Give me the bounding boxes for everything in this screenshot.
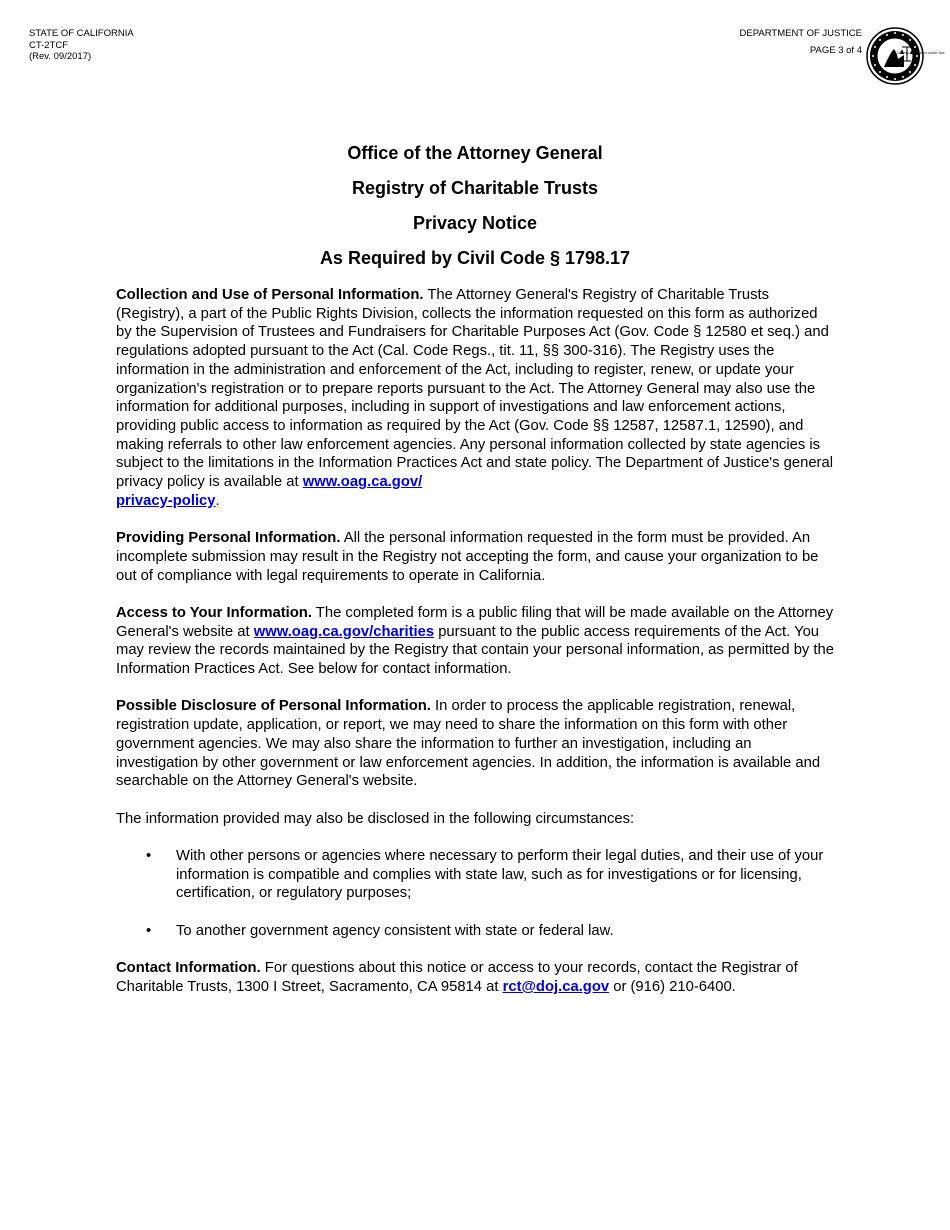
circumstances-list — [116, 847, 836, 941]
department-seal-icon — [866, 27, 945, 85]
disclosure-text: In order to process the applicable registration, renewal, registration update, application, or report, we may need to share the information on this form with other government agencies. We may also share the information to further an investigation, including an investigation by other government or law enforcement agencies. In addition, the information is available and searchable on the Attorney General's website. — [116, 698, 821, 790]
list-item: • To another government agency consistent with state or federal law. — [146, 922, 614, 939]
title-privacy-notice: Privacy Notice — [412, 213, 538, 233]
contact-paragraph — [116, 959, 836, 996]
bullet-icon: • — [146, 922, 152, 939]
seal-motto: Liberty and justice under law — [897, 51, 945, 55]
access-paragraph — [116, 604, 836, 679]
form-header-left — [29, 28, 134, 63]
collection-text: The Attorney General's Registry of Charitable Trusts (Registry), a part of the Public Rights Division, collects the information requested on this form as authorized by the Supervision of Trustees and Fundraisers for Charitable Purposes Act (Gov. Code § 12580 et seq.) and regulations adopted pursuant to the Act (Cal. Code Regs., tit. 11, §§ 300-316). The Registry uses the information in the administration and enforcement of the Act, including to register, renew, or update your organization's registration or to prepare reports pursuant to the Act. The Attorney General may also use the information for additional purposes, including in support of investigations and law enforcement actions, providing public access to information as required by the Act (Gov. Code §§ 12587, 12587.1, 12590), and making referrals to other law enforcement agencies. Any personal information collected by state agencies is subject to the limitations in the Information Practices Act and state policy. The Department of Justice's general privacy policy is available at — [116, 287, 833, 491]
access-text-before: The completed form is a public filing that will be made available on the Attorney General's website at — [116, 604, 834, 640]
bullet-icon: • — [146, 848, 152, 865]
notice-body — [116, 286, 836, 1015]
disclosure-paragraph — [116, 697, 836, 791]
state-label: STATE OF CALIFORNIA — [29, 28, 134, 39]
charities-link[interactable]: www.oag.ca.gov/charities — [253, 623, 435, 640]
collection-heading: Collection and Use of Personal Information. — [116, 287, 424, 303]
access-text-after: pursuant to the public access requirements of the Act. You may review the records maintained by the Registry that contain your personal information, as permitted by the Information Practices Act. See below for contact information. — [116, 623, 835, 678]
email-link[interactable]: rct@doj.ca.gov — [502, 978, 610, 995]
title-office: Office of the Attorney General — [347, 143, 603, 163]
collection-tail: . — [215, 492, 220, 509]
collection-paragraph — [116, 286, 836, 510]
document-titles — [0, 143, 950, 283]
contact-heading: Contact Information. — [116, 960, 261, 977]
contact-text-before: For questions about this notice or access to your records, contact the Registrar of Charitable Trusts, 1300 I Street, Sacramento, CA 95814 at — [116, 960, 798, 995]
providing-text: All the personal information requested in the form must be provided. An incomplete submission may result in the Registry not accepting the form, and cause your organization to be out of compliance with legal requirements to operate in California. — [116, 530, 819, 584]
providing-heading: Providing Personal Information. — [116, 530, 341, 547]
form-header-right — [740, 28, 862, 56]
circumstances-intro: The information provided may also be disclosed in the following circumstances: — [116, 810, 635, 827]
revision-date: (Rev. 09/2017) — [29, 51, 92, 62]
list-item: • With other persons or agencies where necessary to perform their legal duties, and their use of your information is compatible and complies with state law, such as for investigations or for licensing, certification, or regulatory purposes; — [146, 848, 824, 902]
form-number: CT-2TCF — [29, 39, 69, 51]
page-number: PAGE 3 of 4 — [809, 44, 862, 56]
department-label: DEPARTMENT OF JUSTICE — [739, 28, 862, 39]
title-civil-code: As Required by Civil Code § 1798.17 — [319, 248, 631, 268]
disclosure-heading: Possible Disclosure of Personal Information. — [116, 698, 431, 715]
privacy-policy-link[interactable]: www.oag.ca.gov/ privacy-policy — [116, 474, 423, 509]
access-heading: Access to Your Information. — [116, 604, 312, 621]
contact-text-after: or (916) 210-6400. — [609, 978, 736, 995]
title-registry: Registry of Charitable Trusts — [351, 178, 599, 198]
providing-paragraph — [116, 529, 836, 585]
